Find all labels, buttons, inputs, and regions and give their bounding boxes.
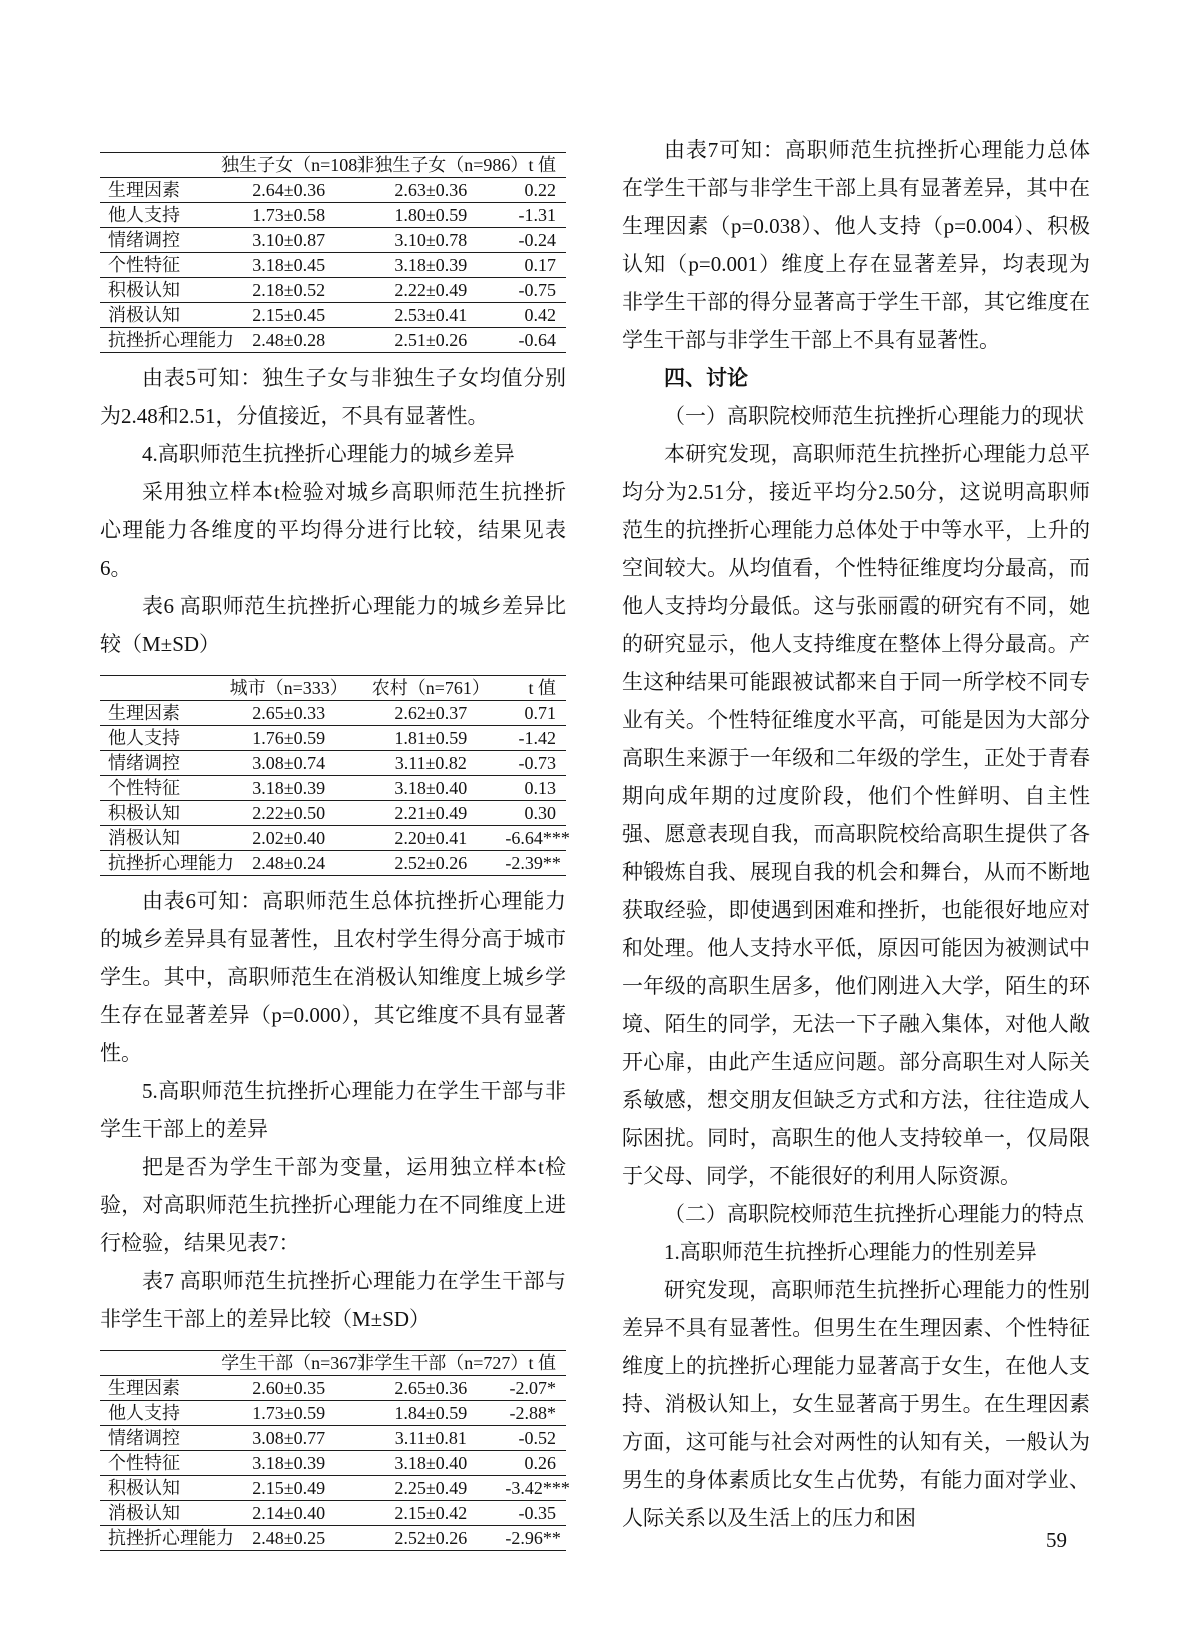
- table-cell: 0.42: [524, 305, 556, 325]
- table-row: [100, 701, 566, 726]
- table-cell: -0.24: [518, 230, 556, 250]
- table-row: [100, 801, 566, 826]
- heading-gender-difference: 1.高职师范生抗挫折心理能力的性别差异: [664, 1240, 1037, 1264]
- table-header-cell: [100, 676, 221, 701]
- table-header-row: [100, 153, 566, 178]
- table-header-cell: 独生子女（n=108）: [221, 155, 376, 175]
- table-row: [100, 851, 566, 876]
- table-cell: 3.10±0.87: [252, 230, 326, 250]
- table-cell: 3.18±0.40: [394, 1453, 468, 1473]
- table-student-cadre-comparison: [100, 1350, 570, 1551]
- table-cell: 个性特征: [108, 778, 180, 798]
- heading-section-5: 5.高职师范生抗挫折心理能力在学生干部与非学生干部上的差异: [100, 1079, 566, 1141]
- table-cell: 0.30: [524, 803, 556, 823]
- table-cell: -1.42: [518, 728, 556, 748]
- para-gender-difference: 研究发现，高职师范生抗挫折心理能力的性别差异不具有显著性。但男生在生理因素、个性特征维度上的抗挫折心理能力显著高于女生，在他人支持、消极认知上，女生显著高于男生。在生理因素方面，这可能与社会对两性的认知有关，一般认为男生的身体素质比女生占优势，有能力面对学业、人际关系以及生活上的压力和困: [622, 1278, 1090, 1530]
- table-header-row: [100, 1351, 566, 1376]
- table-row: [100, 1376, 566, 1401]
- table-cell: -2.96**: [505, 1528, 561, 1548]
- table-cell: 2.02±0.40: [252, 828, 326, 848]
- table-cell: 3.08±0.74: [252, 753, 326, 773]
- table-cell: 2.48±0.25: [252, 1528, 326, 1548]
- table-cell: 3.10±0.78: [394, 230, 468, 250]
- table-cell: 情绪调控: [108, 230, 180, 250]
- right-column: [622, 131, 1090, 1537]
- table-cell: 0.17: [524, 255, 556, 275]
- table-cell: 0.26: [524, 1453, 556, 1473]
- table-cell: 2.18±0.52: [252, 280, 326, 300]
- table-cell: 个性特征: [108, 255, 180, 275]
- para-table6-analysis: 由表6可知：高职师范生总体抗挫折心理能力的城乡差异具有显著性，且农村学生得分高于城市学生。其中，高职师范生在消极认知维度上城乡学生存在显著差异（p=0.000），其它维度不具有显著性。: [100, 889, 566, 1065]
- caption-table7: 表7 高职师范生抗挫折心理能力在学生干部与非学生干部上的差异比较（M±SD）: [100, 1269, 566, 1331]
- heading-features: （二）高职院校师范生抗挫折心理能力的特点: [664, 1202, 1084, 1226]
- table-cell: -0.73: [518, 753, 556, 773]
- table-cell: -2.07*: [509, 1378, 556, 1398]
- table-cell: 2.63±0.36: [394, 180, 468, 200]
- table-cell: 抗挫折心理能力: [108, 330, 234, 350]
- table-row: [100, 1451, 566, 1476]
- table-cell: 2.22±0.49: [394, 280, 468, 300]
- table-cell: 2.20±0.41: [394, 828, 468, 848]
- table-cell: 积极认知: [108, 803, 180, 823]
- table-header-cell: 非独生子女（n=986）: [356, 155, 529, 175]
- table-cell: 3.11±0.81: [394, 1428, 467, 1448]
- table-header-cell: [100, 1351, 221, 1376]
- table-cell: 2.48±0.28: [252, 330, 326, 350]
- table-cell: 3.18±0.39: [252, 1453, 326, 1473]
- table-cell: 3.18±0.45: [252, 255, 326, 275]
- table-header-cell: 非学生干部（n=727）: [356, 1353, 529, 1373]
- table-cell: 3.11±0.82: [394, 753, 467, 773]
- table-row: [100, 776, 566, 801]
- table-cell: 他人支持: [108, 1403, 180, 1423]
- table-urban-rural-comparison: [100, 675, 570, 876]
- table-cell: -0.75: [518, 280, 556, 300]
- table-row: [100, 1501, 566, 1526]
- table-cell: 消极认知: [108, 1503, 180, 1523]
- table-cell: 生理因素: [108, 180, 180, 200]
- table-row: [100, 1401, 566, 1426]
- table-header-cell: 农村（n=761）: [371, 678, 490, 698]
- table-cell: 1.73±0.59: [252, 1403, 326, 1423]
- table-cell: 生理因素: [108, 703, 180, 723]
- table-cell: 2.53±0.41: [394, 305, 468, 325]
- table-cell: -0.35: [518, 1503, 556, 1523]
- caption-table6: 表6 高职师范生抗挫折心理能力的城乡差异比较（M±SD）: [100, 594, 566, 656]
- heading-discussion: 四、讨论: [664, 366, 748, 390]
- table-cell: 2.25±0.49: [394, 1478, 468, 1498]
- table-row: [100, 826, 566, 851]
- table-row: [100, 178, 566, 203]
- table-cell: 2.64±0.36: [252, 180, 326, 200]
- table-cell: -2.88*: [509, 1403, 556, 1423]
- para-method-table7: 把是否为学生干部为变量，运用独立样本t检验，对高职师范生抗挫折心理能力在不同维度上进行检验，结果见表7：: [100, 1155, 566, 1255]
- table-only-child-comparison: [100, 152, 566, 353]
- left-column: [100, 140, 570, 1557]
- para-table5-analysis: 由表5可知：独生子女与非独生子女均值分别为2.48和2.51，分值接近，不具有显著性。: [100, 366, 566, 428]
- table-cell: 2.60±0.35: [252, 1378, 326, 1398]
- table-cell: 2.15±0.42: [394, 1503, 468, 1523]
- page-number: 59: [1046, 1528, 1067, 1552]
- table-cell: 情绪调控: [108, 1428, 180, 1448]
- table-cell: 他人支持: [108, 205, 180, 225]
- para-table7-analysis: 由表7可知：高职师范生抗挫折心理能力总体在学生干部与非学生干部上具有显著差异，其中在生理因素（p=0.038）、他人支持（p=0.004）、积极认知（p=0.001）维度上存在显著差异，均表现为非学生干部的得分显著高于学生干部，其它维度在学生干部与非学生干部上不具有显著性。: [622, 138, 1090, 352]
- table-row: [100, 1476, 566, 1501]
- table-header-cell: t 值: [528, 155, 556, 175]
- table-cell: 抗挫折心理能力: [108, 1528, 234, 1548]
- table-cell: 3.08±0.77: [252, 1428, 326, 1448]
- table-row: [100, 1426, 566, 1451]
- table-header-cell: 学生干部（n=367）: [221, 1353, 376, 1373]
- table-cell: 2.14±0.40: [252, 1503, 326, 1523]
- table-cell: -6.64***: [505, 828, 570, 848]
- table-cell: -0.64: [518, 330, 556, 350]
- table-row: [100, 278, 566, 303]
- table-cell: 2.22±0.50: [252, 803, 326, 823]
- table-cell: 消极认知: [108, 828, 180, 848]
- table-cell: 0.22: [524, 180, 556, 200]
- table-cell: 1.80±0.59: [394, 205, 468, 225]
- table-row: [100, 726, 566, 751]
- table-cell: 2.15±0.49: [252, 1478, 326, 1498]
- table-row: [100, 203, 566, 228]
- table-cell: -2.39**: [505, 853, 561, 873]
- table-header-cell: 城市（n=333）: [229, 678, 348, 698]
- para-status-quo: 本研究发现，高职师范生抗挫折心理能力总平均分为2.51分，接近平均分2.50分，这说明高职师范生的抗挫折心理能力总体处于中等水平，上升的空间较大。从均值看，个性特征维度均分最高，而他人支持均分最低。这与张丽霞的研究有不同，她的研究显示，他人支持维度在整体上得分最高。产生这种结果可能跟被试都来自于同一所学校不同专业有关。个性特征维度水平高，可能是因为大部分高职生来源于一年级和二年级的学生，正处于青春期向成年期的过度阶段，他们个性鲜明、自主性强、愿意表现自我，而高职院校给高职生提供了各种锻炼自我、展现自我的机会和舞台，从而不断地获取经验，即使遇到困难和挫折，也能很好地应对和处理。他人支持水平低，原因可能因为被测试中一年级的高职生居多，他们刚进入大学，陌生的环境、陌生的同学，无法一下子融入集体，对他人敞开心扉，由此产生适应问题。部分高职生对人际关系敏感，想交朋友但缺乏方式和方法，往往造成人际困扰。同时，高职生的他人支持较单一，仅局限于父母、同学，不能很好的利用人际资源。: [622, 442, 1090, 1188]
- table-cell: 1.84±0.59: [394, 1403, 468, 1423]
- table-row: [100, 303, 566, 328]
- table-cell: 2.62±0.37: [394, 703, 468, 723]
- table-cell: 个性特征: [108, 1453, 180, 1473]
- table-cell: 积极认知: [108, 1478, 180, 1498]
- table-cell: 3.18±0.39: [252, 778, 326, 798]
- table-cell: 2.15±0.45: [252, 305, 326, 325]
- table-cell: 3.18±0.40: [394, 778, 468, 798]
- table-cell: 情绪调控: [108, 753, 180, 773]
- table-cell: 2.52±0.26: [394, 1528, 468, 1548]
- table-cell: 抗挫折心理能力: [108, 853, 234, 873]
- table-cell: 2.21±0.49: [394, 803, 468, 823]
- table-header-cell: t 值: [528, 678, 556, 698]
- table-row: [100, 253, 566, 278]
- table-row: [100, 228, 566, 253]
- table-cell: 1.73±0.58: [252, 205, 326, 225]
- heading-section-4: 4.高职师范生抗挫折心理能力的城乡差异: [142, 442, 515, 466]
- table-cell: 他人支持: [108, 728, 180, 748]
- para-method-table6: 采用独立样本t检验对城乡高职师范生抗挫折心理能力各维度的平均得分进行比较，结果见表6。: [100, 480, 566, 580]
- table-cell: 2.65±0.33: [252, 703, 326, 723]
- table-row: [100, 751, 566, 776]
- table-cell: 2.48±0.24: [252, 853, 326, 873]
- table-cell: 积极认知: [108, 280, 180, 300]
- table-header-cell: t 值: [528, 1353, 556, 1373]
- table-cell: 0.71: [524, 703, 556, 723]
- table-cell: -1.31: [518, 205, 556, 225]
- table-row: [100, 1526, 566, 1551]
- table-cell: 消极认知: [108, 305, 180, 325]
- table-cell: -3.42***: [505, 1478, 570, 1498]
- table-cell: 1.81±0.59: [394, 728, 468, 748]
- table-cell: 2.65±0.36: [394, 1378, 468, 1398]
- table-cell: 2.52±0.26: [394, 853, 468, 873]
- table-cell: 生理因素: [108, 1378, 180, 1398]
- heading-status-quo: （一）高职院校师范生抗挫折心理能力的现状: [664, 404, 1084, 428]
- table-row: [100, 328, 566, 353]
- table-header-row: [100, 676, 566, 701]
- table-cell: 2.51±0.26: [394, 330, 468, 350]
- table-cell: 3.18±0.39: [394, 255, 468, 275]
- table-cell: -0.52: [518, 1428, 556, 1448]
- table-header-cell: [100, 153, 221, 178]
- table-cell: 1.76±0.59: [252, 728, 326, 748]
- table-cell: 0.13: [524, 778, 556, 798]
